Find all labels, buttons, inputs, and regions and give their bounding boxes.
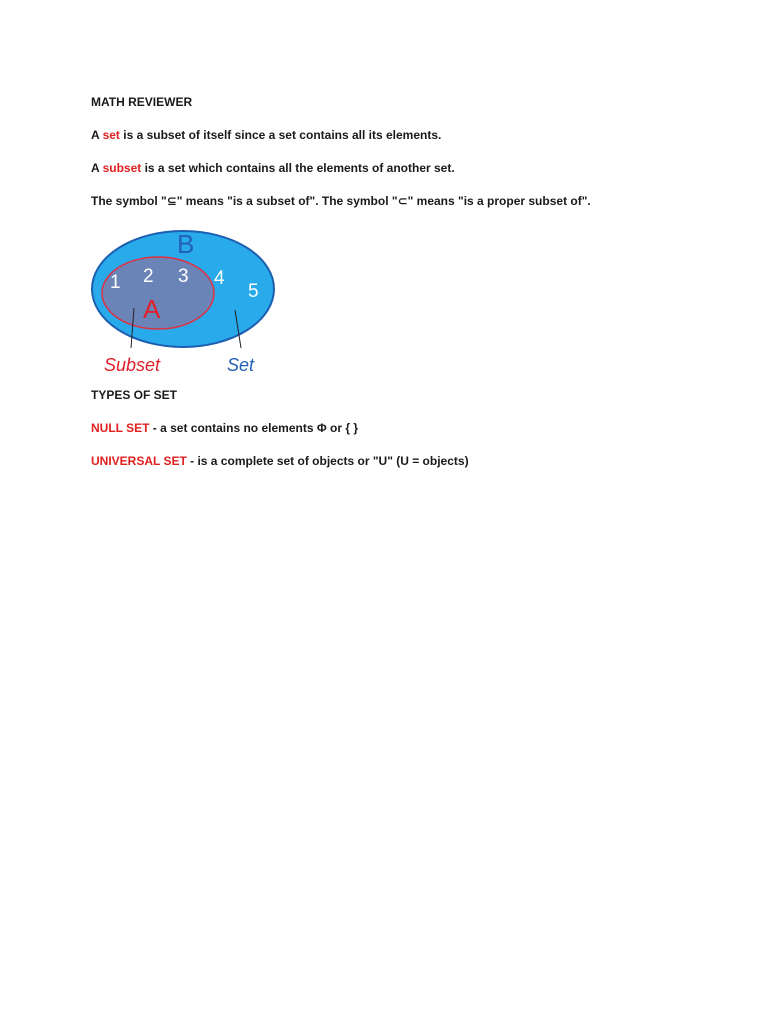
document-title: MATH REVIEWER (91, 95, 193, 109)
universal-set-definition (91, 453, 469, 469)
null-set-text: - a set contains no elements Φ or { } (149, 421, 359, 435)
subset-definition (91, 160, 455, 176)
set-definition-text: is a subset of itself since a set contains all its elements. (119, 128, 442, 142)
subset-definition-text: is a set which contains all the elements of another set. (141, 161, 455, 175)
set-a-label: A (143, 294, 161, 324)
universal-set-text: - is a complete set of objects or "U" (U = objects) (186, 454, 469, 468)
subset-caption: Subset (104, 355, 161, 375)
types-heading: TYPES OF SET (91, 388, 178, 402)
symbol-explanation: The symbol "⊆" means "is a subset of". The symbol "⊂" means "is a proper subset of". (91, 194, 591, 208)
element-2: 2 (143, 266, 154, 287)
null-set-term: NULL SET (91, 421, 150, 435)
venn-diagram (91, 224, 291, 380)
subset-term: subset (102, 161, 142, 175)
set-definition-prefix: A (91, 128, 103, 142)
set-definition (91, 127, 441, 143)
set-term: set (102, 128, 120, 142)
set-caption: Set (227, 355, 255, 375)
universal-set-term: UNIVERSAL SET (91, 454, 187, 468)
element-3: 3 (178, 266, 189, 287)
null-set-definition (91, 420, 358, 436)
set-b-label: B (177, 229, 195, 259)
subset-definition-prefix: A (91, 161, 103, 175)
element-5: 5 (248, 281, 259, 302)
element-1: 1 (110, 272, 121, 293)
element-4: 4 (214, 268, 225, 289)
